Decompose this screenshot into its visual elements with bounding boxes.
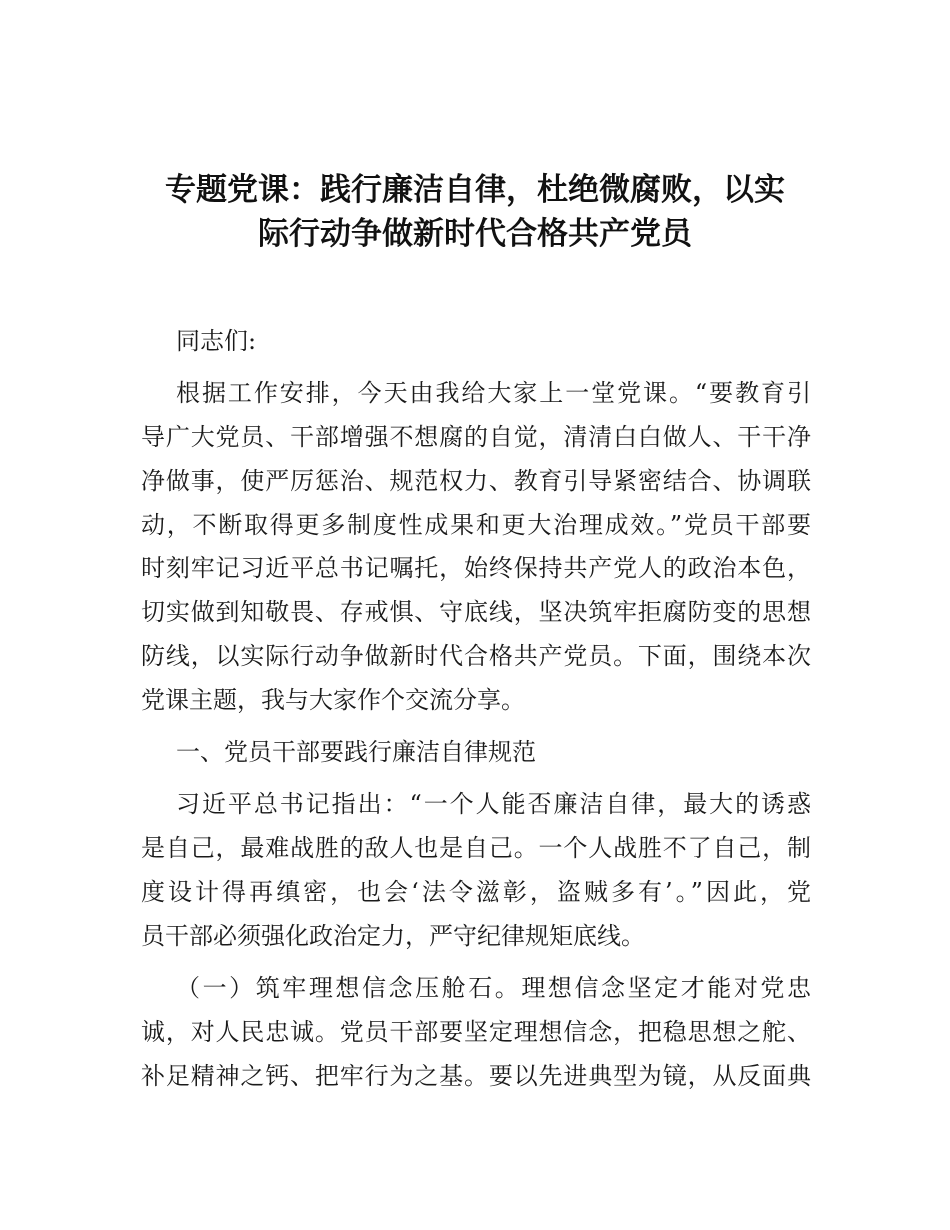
section-heading-1: 一、党员干部要践行廉洁自律规范 <box>176 738 536 766</box>
document-title-line-2: 际行动争做新时代合格共产党员 <box>258 216 692 252</box>
paragraph-line: 时刻牢记习近平总书记嘱托，始终保持共产党人的政治本色， <box>141 554 811 582</box>
paragraph-line: 是自己，最难战胜的敌人也是自己。一个人战胜不了自己，制 <box>141 834 811 862</box>
paragraph-line: 切实做到知敬畏、存戒惧、守底线，坚决筑牢拒腐防变的思想 <box>141 598 811 626</box>
paragraph-line: 补足精神之钙、把牢行为之基。要以先进典型为镜，从反面典 <box>141 1062 811 1090</box>
paragraph-line: 度设计得再缜密，也会‘法令滋彰，盗贼多有’。”因此，党 <box>141 878 811 906</box>
greeting: 同志们: <box>176 327 257 355</box>
paragraph-line: 净做事，使严厉惩治、规范权力、教育引导紧密结合、协调联 <box>141 467 811 495</box>
document-title-line-1: 专题党课：践行廉洁自律，杜绝微腐败，以实 <box>165 172 785 208</box>
paragraph-line: 动，不断取得更多制度性成果和更大治理成效。”党员干部要 <box>141 511 811 539</box>
paragraph-line: 员干部必须强化政治定力，严守纪律规矩底线。 <box>141 922 645 950</box>
paragraph-line: （一）筑牢理想信念压舱石。理想信念坚定才能对党忠 <box>176 974 811 1002</box>
paragraph-line: 根据工作安排，今天由我给大家上一堂党课。“要教育引 <box>176 379 811 407</box>
paragraph-line: 防线，以实际行动争做新时代合格共产党员。下面，围绕本次 <box>141 642 811 670</box>
paragraph-line: 习近平总书记指出：“一个人能否廉洁自律，最大的诱惑 <box>176 790 811 818</box>
paragraph-line: 诚，对人民忠诚。党员干部要坚定理想信念，把稳思想之舵、 <box>141 1018 811 1046</box>
paragraph-line: 导广大党员、干部增强不想腐的自觉，清清白白做人、干干净 <box>141 423 811 451</box>
paragraph-line: 党课主题，我与大家作个交流分享。 <box>141 686 525 714</box>
